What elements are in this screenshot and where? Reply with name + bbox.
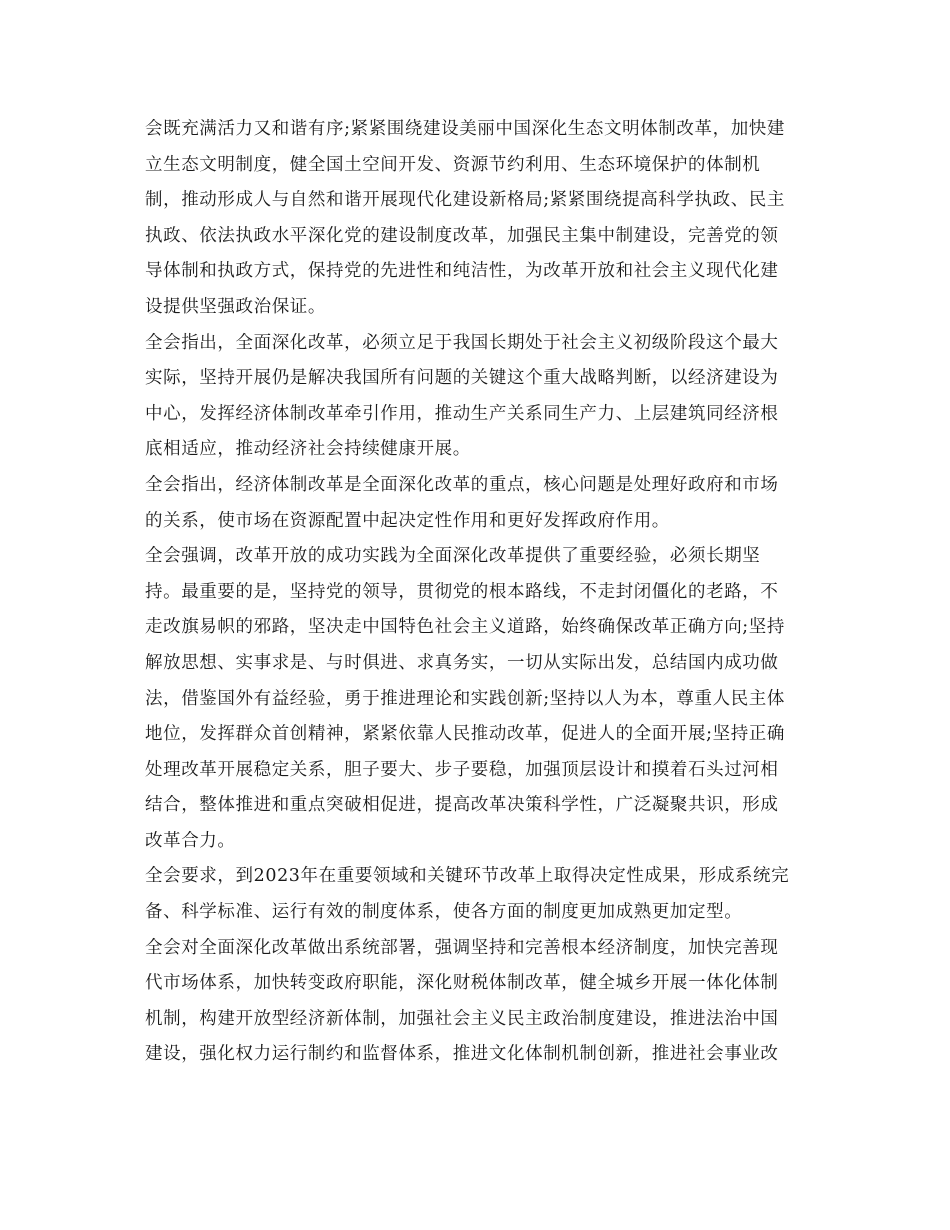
text-line-17: 法，借鉴国外有益经验，勇于推进理论和实践创新;坚持以人为本，尊重人民主体 <box>145 688 785 709</box>
text-line-5: 导体制和执政方式，保持党的先进性和纯洁性，为改革开放和社会主义现代化建 <box>145 261 779 282</box>
text-line-9: 中心，发挥经济体制改革牵引作用，推动生产关系同生产力、上层建筑同经济根 <box>145 403 779 424</box>
text-line-13: 全会强调，改革开放的成功实践为全面深化改革提供了重要经验，必须长期坚 <box>145 546 761 567</box>
text-line-7: 全会指出，全面深化改革，必须立足于我国长期处于社会主义初级阶段这个最大 <box>145 332 779 353</box>
text-line-8: 实际，坚持开展仍是解决我国所有问题的关键这个重大战略判断，以经济建设为 <box>145 368 779 389</box>
text-line-4: 执政、依法执政水平深化党的建设制度改革，加强民主集中制建设，完善党的领 <box>145 225 779 246</box>
text-line-14: 持。最重要的是，坚持党的领导，贯彻党的根本路线，不走封闭僵化的老路，不 <box>145 581 779 602</box>
text-line-22: 全会要求，到2023年在重要领域和关键环节改革上取得决定性成果，形成系统完 <box>145 866 790 887</box>
text-line-18: 地位，发挥群众首创精神，紧紧依靠人民推动改革，促进人的全面开展;坚持正确 <box>145 724 785 745</box>
text-line-2: 立生态文明制度，健全国土空间开发、资源节约利用、生态环境保护的体制机 <box>145 154 761 175</box>
text-line-16: 解放思想、实事求是、与时俱进、求真务实，一切从实际出发，总结国内成功做 <box>145 652 779 673</box>
text-line-24: 全会对全面深化改革做出系统部署，强调坚持和完善根本经济制度，加快完善现 <box>145 937 779 958</box>
text-line-10: 底相适应，推动经济社会持续健康开展。 <box>145 439 471 460</box>
text-line-3: 制，推动形成人与自然和谐开展现代化建设新格局;紧紧围绕提高科学执政、民主 <box>145 190 785 211</box>
text-line-19: 处理改革开展稳定关系，胆子要大、步子要稳，加强顶层设计和摸着石头过河相 <box>145 759 779 780</box>
text-line-11: 全会指出，经济体制改革是全面深化改革的重点，核心问题是处理好政府和市场 <box>145 474 779 495</box>
text-line-23: 备、科学标准、运行有效的制度体系，使各方面的制度更加成熟更加定型。 <box>145 902 743 923</box>
text-line-12: 的关系，使市场在资源配置中起决定性作用和更好发挥政府作用。 <box>145 510 670 531</box>
text-line-15: 走改旗易帜的邪路，坚决走中国特色社会主义道路，始终确保改革正确方向;坚持 <box>145 617 785 638</box>
text-line-26: 机制，构建开放型经济新体制，加强社会主义民主政治制度建设，推进法治中国 <box>145 1008 779 1029</box>
text-line-27: 建设，强化权力运行制约和监督体系，推进文化体制机制创新，推进社会事业改 <box>145 1044 779 1065</box>
text-line-21: 改革合力。 <box>145 830 236 851</box>
text-line-1: 会既充满活力又和谐有序;紧紧围绕建设美丽中国深化生态文明体制改革，加快建 <box>145 119 785 139</box>
text-line-6: 设提供坚强政治保证。 <box>145 296 326 317</box>
text-line-25: 代市场体系，加快转变政府职能，深化财税体制改革，健全城乡开展一体化体制 <box>145 973 779 994</box>
text-line-20: 结合，整体推进和重点突破相促进，提高改革决策科学性，广泛凝聚共识，形成 <box>145 795 779 816</box>
document-body <box>145 112 805 1073</box>
